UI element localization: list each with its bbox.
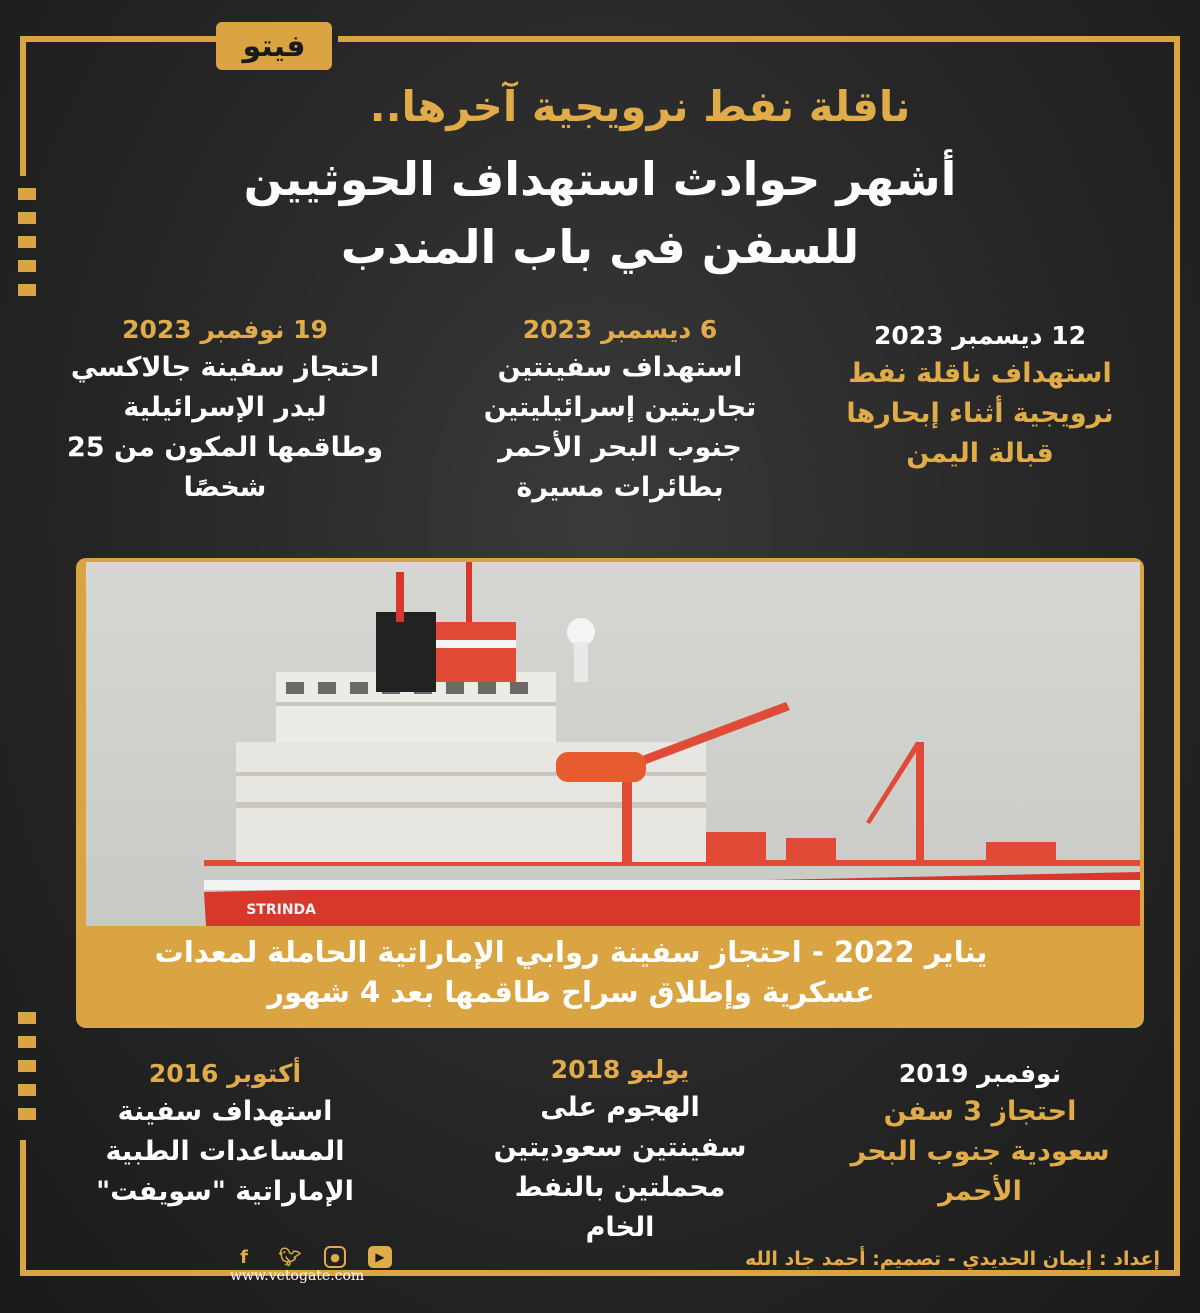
event-desc-line: استهداف ناقلة نفط: [848, 358, 1112, 389]
veto-logo: فيتو: [216, 22, 332, 70]
caption-line: عسكرية وإطلاق سراح طاقمها بعد 4 شهور: [267, 975, 875, 1009]
event-jul-2018: [440, 1052, 800, 1248]
tanker-photo: [86, 562, 1140, 926]
event-desc-line: نرويجية أثناء إبحارها: [846, 398, 1114, 429]
social-icons: [232, 1246, 392, 1268]
event-desc-line: محملتين بالنفط: [514, 1172, 726, 1203]
event-desc-line: الخام: [585, 1212, 655, 1243]
event-desc-line: تجاريتين إسرائيليتين: [483, 392, 757, 423]
event-date: يوليو 2018: [550, 1055, 690, 1084]
credits: إعداد : إيمان الحديدي - تصميم: أحمد جاد الله: [745, 1248, 1160, 1270]
event-desc-line: سفينتين سعوديتين: [493, 1132, 747, 1163]
photo-caption: [96, 932, 1046, 1012]
caption-line: يناير 2022 - احتجاز سفينة روابي الإماراتية الحاملة لمعدات: [154, 935, 988, 969]
event-date: 19 نوفمبر 2023: [122, 315, 328, 344]
ship-name-label: STRINDA: [246, 902, 316, 918]
event-date: نوفمبر 2019: [898, 1059, 1062, 1088]
event-desc-line: جنوب البحر الأحمر: [498, 432, 742, 463]
event-desc-line: استهداف سفينتين: [497, 352, 743, 383]
title-line-3: للسفن في باب المندب: [340, 220, 860, 274]
twitter-icon[interactable]: 🐦︎: [278, 1246, 302, 1268]
frame-border-bottom: [20, 1270, 1180, 1276]
event-desc-line: الأحمر: [938, 1176, 1022, 1207]
event-oct-2016: [40, 1056, 410, 1212]
frame-border-top-left: [20, 36, 216, 42]
frame-ticks-top: [18, 188, 36, 296]
title-line-2: أشهر حوادث استهداف الحوثيين: [243, 152, 957, 206]
event-desc-line: ليدر الإسرائيلية: [123, 392, 327, 423]
event-date: 12 ديسمبر 2023: [874, 321, 1086, 350]
event-nov-19-2023: [40, 312, 410, 508]
frame-border-top-right: [338, 36, 1180, 42]
event-date: 6 ديسمبر 2023: [522, 315, 718, 344]
event-desc-line: سعودية جنوب البحر: [850, 1136, 1110, 1167]
website-url[interactable]: www.vetogate.com: [230, 1268, 365, 1284]
event-nov-2019: [810, 1056, 1150, 1212]
event-desc-line: شخصًا: [183, 472, 267, 503]
instagram-icon[interactable]: ●: [324, 1246, 346, 1268]
frame-border-left-bottom: [20, 1140, 26, 1276]
frame-border-right: [1174, 36, 1180, 1276]
frame-border-left-top: [20, 36, 26, 176]
event-dec-12-2023: [810, 318, 1150, 474]
facebook-icon[interactable]: f: [240, 1246, 248, 1268]
event-dec-6-2023: [440, 312, 800, 508]
event-desc-line: قبالة اليمن: [906, 438, 1054, 469]
event-date: أكتوبر 2016: [148, 1059, 302, 1088]
frame-ticks-bottom: [18, 1012, 36, 1120]
event-desc-line: المساعدات الطبية: [105, 1136, 345, 1167]
event-desc-line: بطائرات مسيرة: [516, 472, 724, 503]
event-desc-line: استهداف سفينة: [117, 1096, 333, 1127]
event-desc-line: احتجاز 3 سفن: [883, 1096, 1077, 1127]
title-line-1: ناقلة نفط نرويجية آخرها..: [369, 82, 911, 131]
event-desc-line: الهجوم على: [540, 1092, 700, 1123]
event-desc-line: احتجاز سفينة جالاكسي: [70, 352, 380, 383]
event-desc-line: الإماراتية "سويفت": [96, 1176, 354, 1207]
youtube-icon[interactable]: ▶: [368, 1246, 392, 1268]
event-desc-line: وطاقمها المكون من 25: [66, 432, 384, 463]
